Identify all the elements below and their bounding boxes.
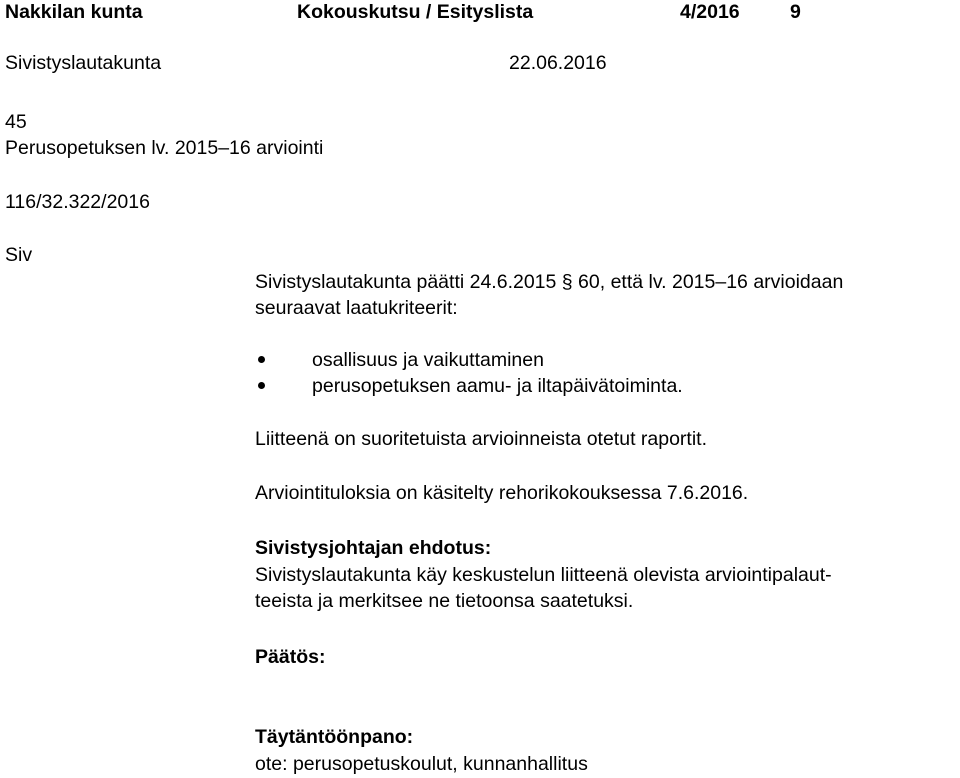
execution-text: ote: perusopetuskoulut, kunnanhallitus xyxy=(255,753,588,775)
municipality-name: Nakkilan kunta xyxy=(5,1,143,23)
proposal-line-2: teeista ja merkitsee ne tietoonsa saatetuksi. xyxy=(255,590,634,612)
proposal-line-1: Sivistyslautakunta käy keskustelun liitteenä olevista arviointipalaut- xyxy=(255,564,832,586)
meeting-number: 4/2016 xyxy=(680,1,740,23)
bullet-icon xyxy=(258,382,265,389)
item-reference: 116/32.322/2016 xyxy=(5,191,150,213)
intro-line-1: Sivistyslautakunta päätti 24.6.2015 § 60, että lv. 2015–16 arvioidaan xyxy=(255,271,844,293)
decision-heading: Päätös: xyxy=(255,646,326,668)
item-number: 45 xyxy=(5,111,27,133)
results-paragraph: Arviointituloksia on käsitelty rehorikokouksessa 7.6.2016. xyxy=(255,482,749,504)
list-item-text: perusopetuksen aamu- ja iltapäivätoiminta. xyxy=(312,375,683,397)
meeting-date: 22.06.2016 xyxy=(509,52,607,74)
proposal-heading: Sivistysjohtajan ehdotus: xyxy=(255,537,492,559)
attachment-paragraph: Liitteenä on suoritetuista arvioinneista otetut raportit. xyxy=(255,428,708,450)
page-number: 9 xyxy=(790,1,801,23)
execution-heading: Täytäntöönpano: xyxy=(255,726,414,748)
board-name: Sivistyslautakunta xyxy=(5,52,162,74)
item-title: Perusopetuksen lv. 2015–16 arviointi xyxy=(5,137,324,159)
document-type: Kokouskutsu / Esityslista xyxy=(297,1,534,23)
preparer-abbreviation: Siv xyxy=(5,244,33,266)
intro-line-2: seuraavat laatukriteerit: xyxy=(255,297,458,319)
list-item-text: osallisuus ja vaikuttaminen xyxy=(312,349,544,371)
bullet-icon xyxy=(258,356,265,363)
